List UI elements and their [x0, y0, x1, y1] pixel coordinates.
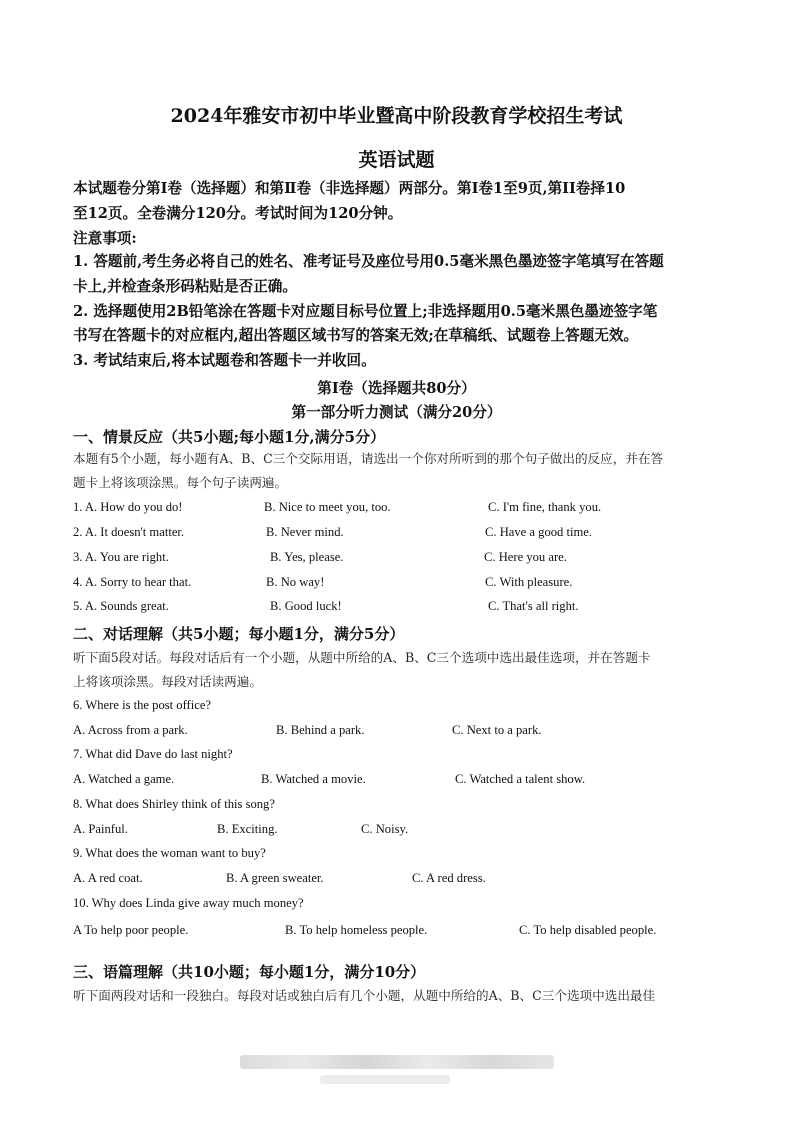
blurred-footer-secondary: [320, 1075, 450, 1084]
intro-line-1: 本试题卷分第Ⅰ卷（选择题）和第Ⅱ卷（非选择题）两部分。第Ⅰ卷1至9页,第II卷择10: [73, 180, 626, 197]
q5-option-c: C. That's all right.: [488, 599, 579, 613]
exam-title: 2024年雅安市初中毕业暨高中阶段教育学校招生考试: [170, 105, 623, 127]
notice-1-line-1: 1. 答题前,考生务必将自己的姓名、准考证号及座位号用0.5毫米黑色墨迹签字笔填写在答题: [73, 253, 664, 270]
section-1-instructions-2: 题卡上将该项涂黑。每个句子读两遍。: [73, 475, 288, 490]
section-3-heading: 三、语篇理解（共10小题；每小题1分，满分10分）: [73, 963, 426, 981]
q10-question: 10. Why does Linda give away much money?: [73, 896, 304, 910]
exam-subtitle: 英语试题: [358, 149, 435, 171]
q8-option-c: C. Noisy.: [361, 822, 409, 836]
q8-option-b: B. Exciting.: [217, 822, 278, 836]
notice-2-line-1: 2. 选择题使用2B铅笔涂在答题卡对应题目标号位置上;非选择题用0.5毫米黑色墨迹签字笔: [73, 303, 658, 320]
part-heading: 第一部分听力测试（满分20分）: [291, 404, 502, 421]
notice-3: 3. 考试结束后,将本试题卷和答题卡一并收回。: [73, 352, 376, 369]
notice-1-line-2: 卡上,并检查条形码粘贴是否正确。: [73, 278, 297, 295]
q1-option-c: C. I'm fine, thank you.: [488, 500, 602, 514]
q10-option-c: C. To help disabled people.: [519, 923, 657, 937]
q9-option-b: B. A green sweater.: [226, 871, 324, 885]
q7-option-b: B. Watched a movie.: [261, 772, 366, 786]
q4-option-c: C. With pleasure.: [485, 575, 573, 589]
section-3-instructions-1: 听下面两段对话和一段独白。每段对话或独白后有几个小题，从题中所给的A、B、C三个选项中选出最佳: [73, 988, 656, 1003]
notice-2-line-2: 书写在答题卡的对应框内,超出答题区域书写的答案无效;在草稿纸、试题卷上答题无效。: [73, 327, 639, 344]
q5-option-b: B. Good luck!: [270, 599, 342, 613]
q9-option-a: A. A red coat.: [73, 871, 143, 885]
q10-option-b: B. To help homeless people.: [285, 923, 428, 937]
q8-question: 8. What does Shirley think of this song?: [73, 797, 275, 811]
q8-option-a: A. Painful.: [73, 822, 128, 836]
q7-option-c: C. Watched a talent show.: [455, 772, 586, 786]
q5-option-a: 5. A. Sounds great.: [73, 599, 169, 613]
q3-option-b: B. Yes, please.: [270, 550, 344, 564]
q9-option-c: C. A red dress.: [412, 871, 486, 885]
section-1-instructions-1: 本题有5个小题，每小题有A、B、C三个交际用语，请选出一个你对所听到的那个句子做出的反应，并在答: [73, 451, 664, 466]
section-2-instructions-1: 听下面5段对话。每段对话后有一个小题，从题中所给的A、B、C三个选项中选出最佳选项，并在答题卡: [73, 650, 651, 665]
q7-question: 7. What did Dave do last night?: [73, 747, 233, 761]
notice-heading: 注意事项:: [73, 230, 137, 247]
section-2-instructions-2: 上将该项涂黑。每段对话读两遍。: [73, 674, 262, 689]
q4-option-b: B. No way!: [266, 575, 325, 589]
q1-option-a: 1. A. How do you do!: [73, 500, 183, 514]
q6-option-b: B. Behind a park.: [276, 723, 365, 737]
section-2-heading: 二、对话理解（共5小题；每小题1分，满分5分）: [73, 625, 405, 643]
q2-option-b: B. Never mind.: [266, 525, 344, 539]
intro-line-2: 至12页。全卷满分120分。考试时间为120分钟。: [73, 205, 403, 222]
q9-question: 9. What does the woman want to buy?: [73, 846, 266, 860]
q3-option-a: 3. A. You are right.: [73, 550, 169, 564]
q1-option-b: B. Nice to meet you, too.: [264, 500, 391, 514]
q7-option-a: A. Watched a game.: [73, 772, 175, 786]
q2-option-c: C. Have a good time.: [485, 525, 593, 539]
q6-question: 6. Where is the post office?: [73, 698, 212, 712]
section-1-heading: 一、情景反应（共5小题;每小题1分,满分5分）: [73, 428, 386, 446]
blurred-footer: [240, 1055, 554, 1069]
q4-option-a: 4. A. Sorry to hear that.: [73, 575, 192, 589]
q6-option-a: A. Across from a park.: [73, 723, 188, 737]
q10-option-a: A To help poor people.: [73, 923, 189, 937]
q2-option-a: 2. A. It doesn't matter.: [73, 525, 185, 539]
q6-option-c: C. Next to a park.: [452, 723, 542, 737]
q3-option-c: C. Here you are.: [484, 550, 567, 564]
volume-heading: 第Ⅰ卷（选择题共80分）: [317, 380, 476, 397]
